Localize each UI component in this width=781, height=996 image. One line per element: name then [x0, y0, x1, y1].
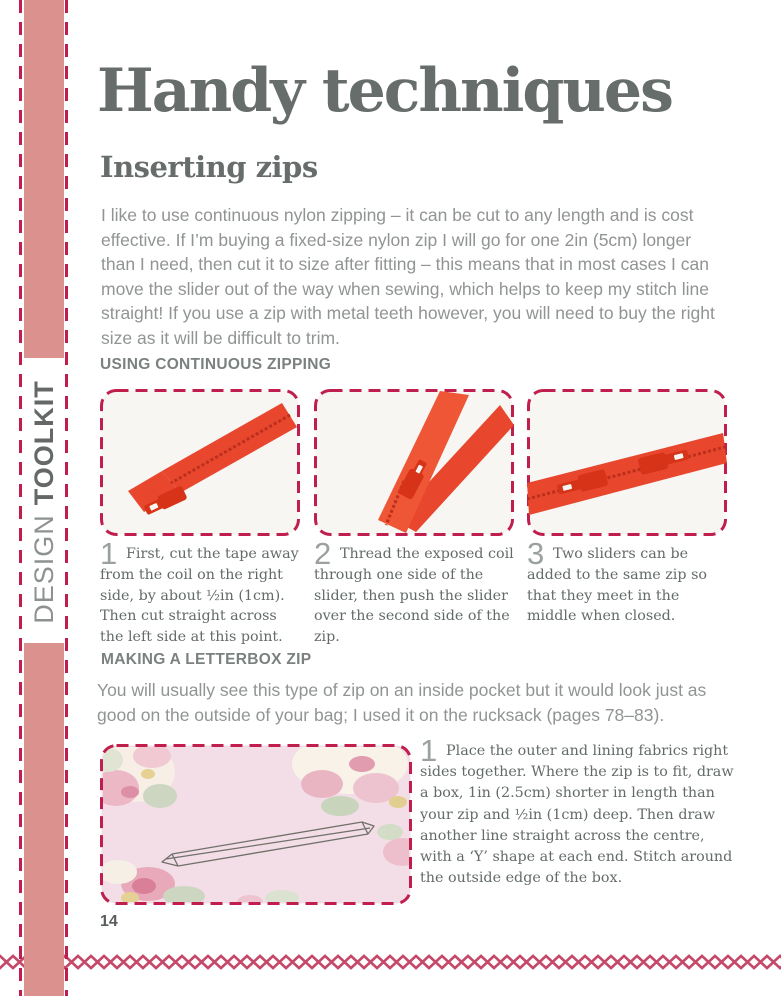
step-number: 1 [420, 733, 438, 768]
step-1-continuous [100, 536, 302, 648]
step-number: 2 [314, 536, 332, 571]
step-text: Thread the exposed coil through one side of the slider, then push the slider over the second side of the zip. [314, 546, 514, 646]
zip-photo-3 [527, 389, 727, 536]
sidebar-label-toolkit: TOOLKIT [28, 380, 59, 506]
sidebar-label-design-toolkit [22, 367, 66, 637]
page-title: Handy techniques [97, 56, 672, 126]
page-subtitle: Inserting zips [100, 150, 318, 184]
step-number: 3 [527, 536, 545, 571]
sidebar-label-design: DESIGN [28, 514, 59, 624]
step-1-letterbox [420, 733, 740, 889]
intro-paragraph: I like to use continuous nylon zipping – it can be cut to any length and is cost effective. If I’m buying a fixed-size nylon zip I will go for one 2in (5cm) longer than I need, then cut it to size after fitting – this means that in most cases I can move the slider out of the way when sewing, which helps to keep my stitch line straight! If you use a zip with metal teeth however, you will need to buy the right size as it will be difficult to trim. [101, 205, 715, 348]
cross-stitch-border [0, 952, 781, 972]
page-number: 14 [100, 913, 118, 930]
step-text: Two sliders can be added to the same zip so that they meet in the middle when closed. [527, 546, 708, 625]
section-heading-letterbox-zip: MAKING A LETTERBOX ZIP [101, 651, 312, 668]
section-heading-continuous-zipping: USING CONTINUOUS ZIPPING [100, 356, 332, 373]
zip-photo-1 [100, 389, 300, 536]
sidebar-pink-bar-bottom [24, 643, 64, 996]
letterbox-intro-paragraph: You will usually see this type of zip on an inside pocket but it would look just as good on the outside of your bag; I used it on the rucksack (pages 78–83). [97, 680, 707, 725]
step-text: Place the outer and lining fabrics right sides together. Where the zip is to fit, draw a box, 1in (2.5cm) shorter in length than your zip and ½in (1cm) deep. Then draw another line straight across the centre, with a ‘Y’ shape at each end. Stitch around the outside edge of the box. [420, 743, 734, 887]
step-number: 1 [100, 536, 118, 571]
step-2-continuous [314, 536, 522, 648]
step-3-continuous [527, 536, 730, 627]
step-text: First, cut the tape away from the coil on the right side, by about ½in (1cm). Then cut straight across the left side at this point. [100, 546, 299, 646]
letterbox-photo [100, 744, 412, 905]
sidebar-pink-bar-top [24, 0, 64, 358]
zip-photo-2 [314, 389, 514, 536]
